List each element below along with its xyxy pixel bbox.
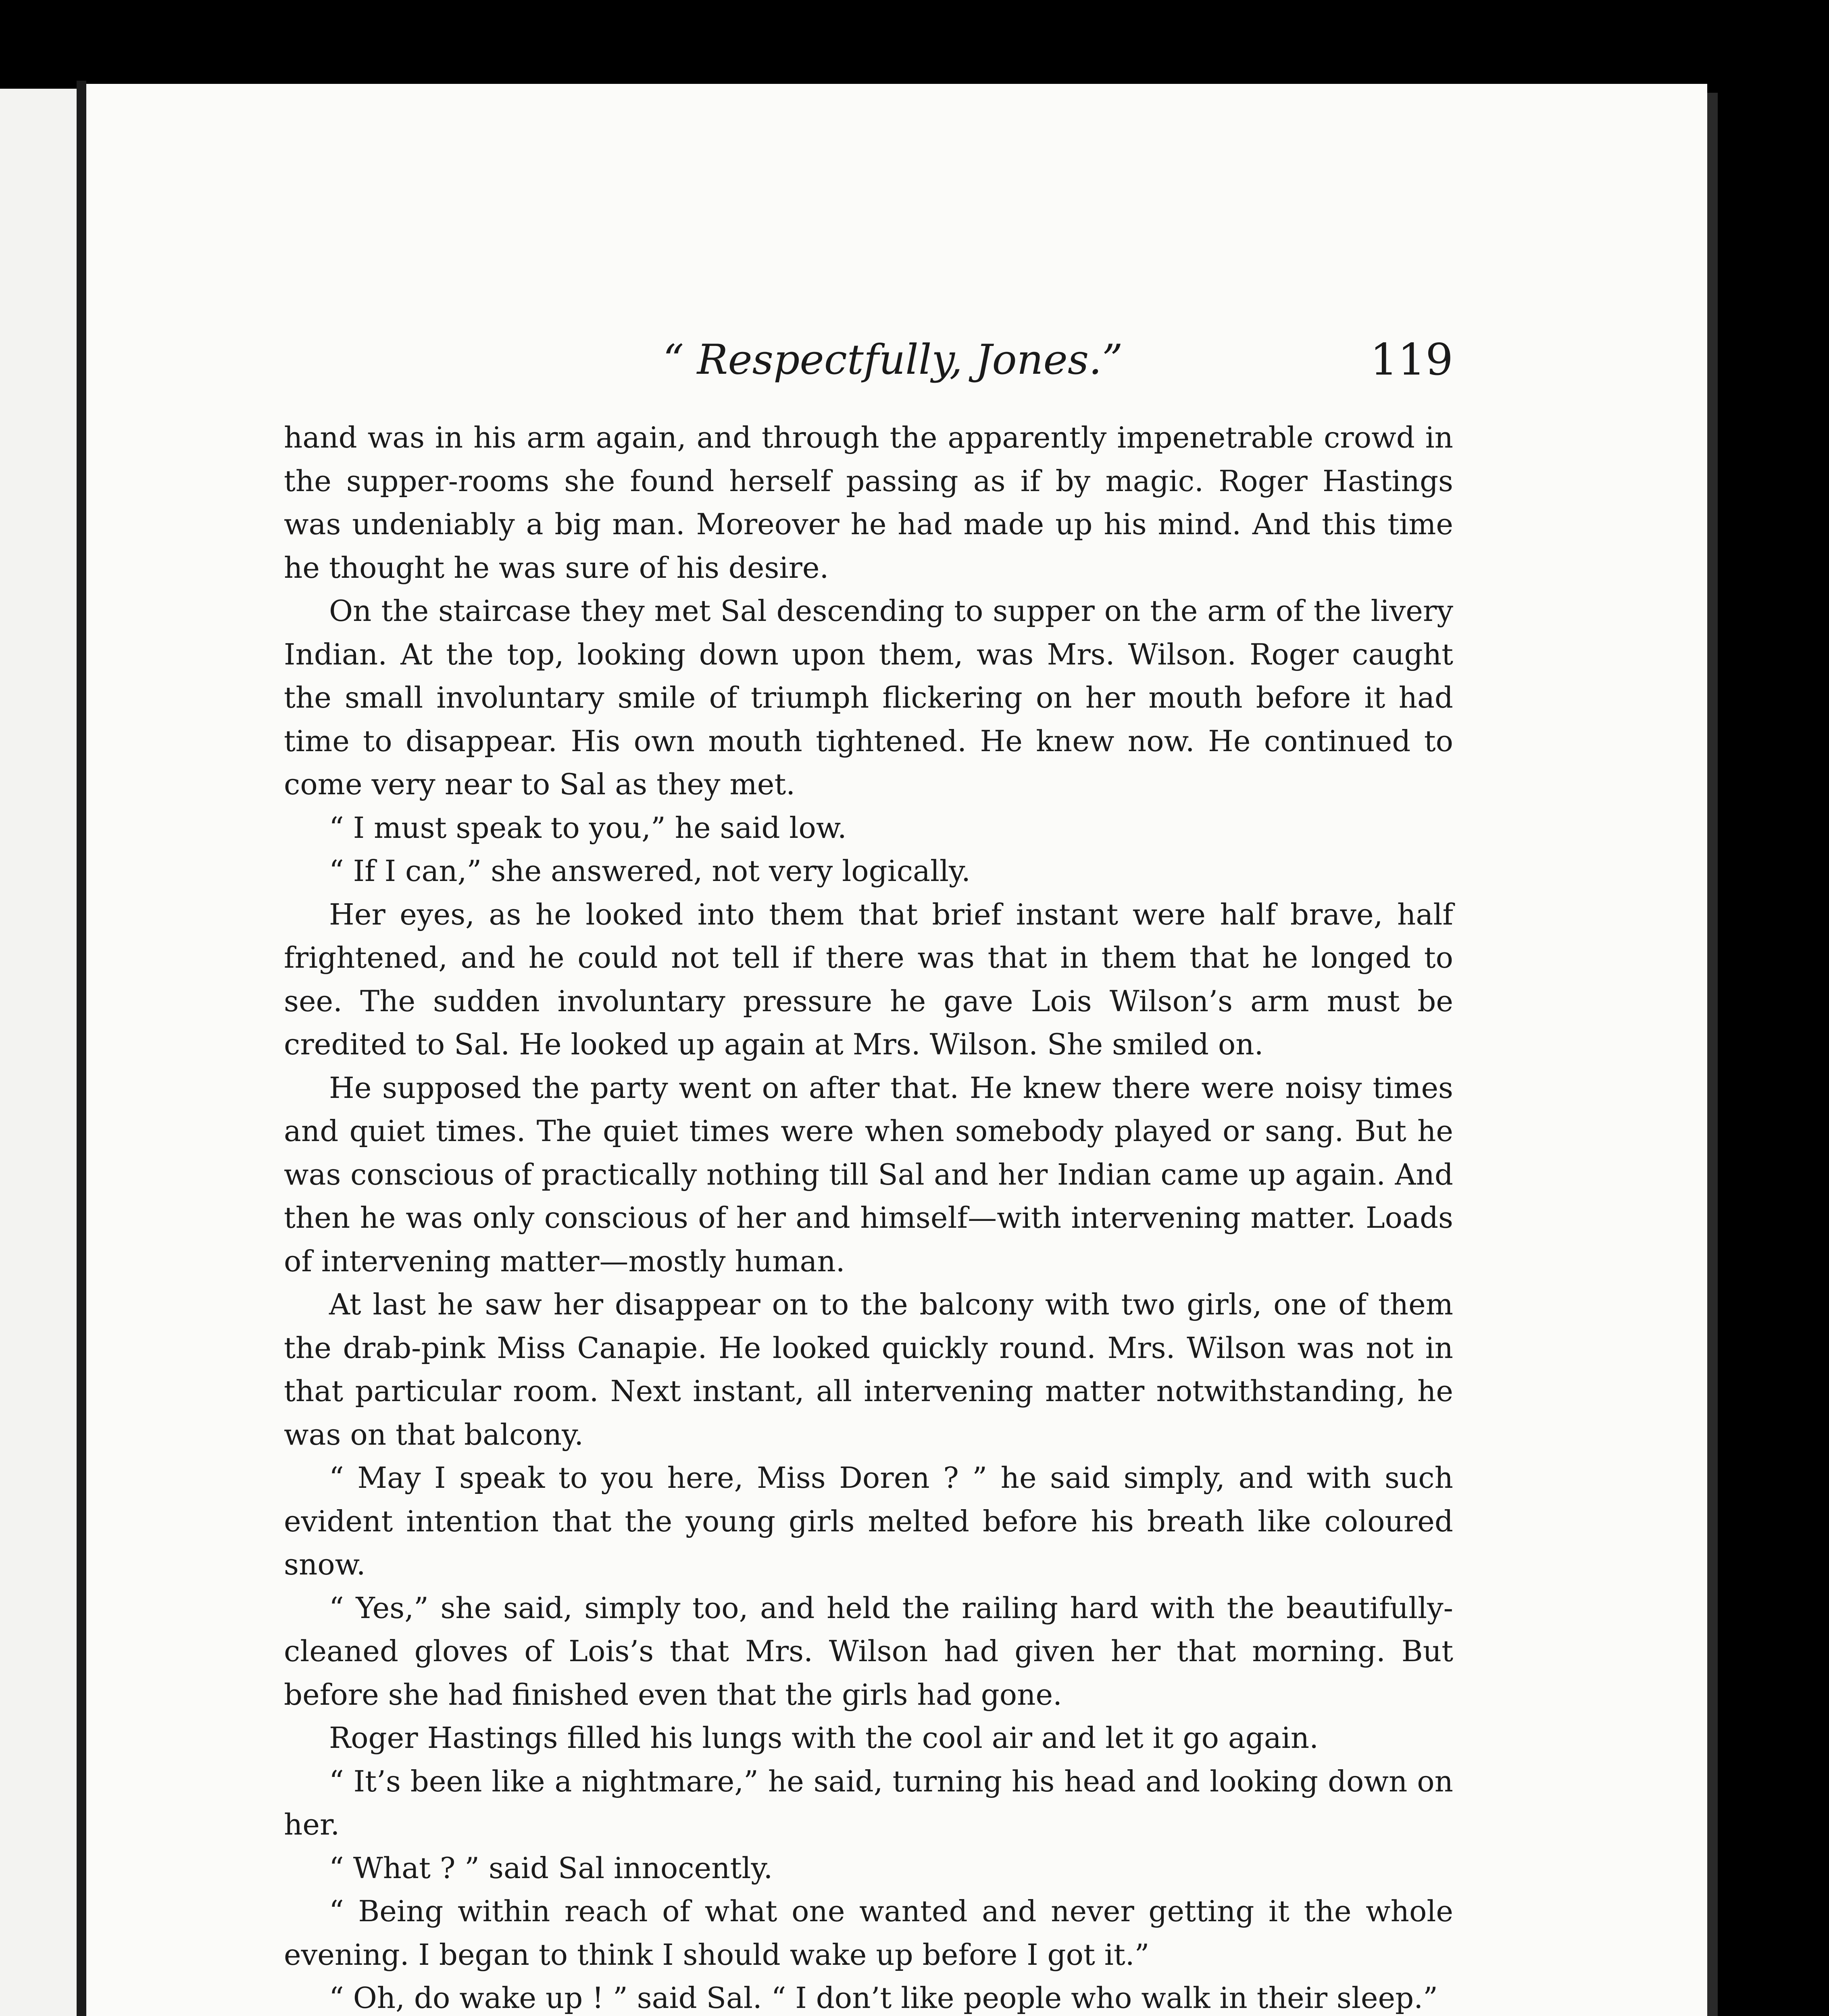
body-text (284, 416, 1453, 2016)
paragraph: At last he saw her disappear on to the balcony with two girls, one of them the drab-pink Miss Canapie. He looked quickly round. Mrs. Wilson was not in that particular room. Next instant, all intervening matter notwithstanding, he was on that balcony. (284, 1287, 1453, 1452)
paragraph: “ Oh, do wake up ! ” said Sal. “ I don’t like people who walk in their sleep.” (329, 1981, 1438, 2015)
paragraph: Roger Hastings filled his lungs with the cool air and let it go again. (329, 1721, 1319, 1755)
paragraph: hand was in his arm again, and through the apparently impenetrable crowd in the supper-rooms she found herself passing as if by magic. Roger Hastings was undeniably a big man. Moreover he had made up his mind. And this time he thought he was sure of his desire. (284, 421, 1453, 585)
paragraph: “ May I speak to you here, Miss Doren ? ” he said simply, and with such evident intention that the young girls melted before his breath like coloured snow. (284, 1461, 1453, 1581)
page-header (86, 334, 1707, 394)
left-page-edge (0, 89, 77, 2016)
page-edge-shadow (1707, 93, 1718, 2016)
book-gutter (77, 81, 86, 2016)
paragraph: “ What ? ” said Sal innocently. (329, 1851, 773, 1885)
paragraph: “ Yes,” she said, simply too, and held the railing hard with the beautifully-cleaned gloves of Lois’s that Mrs. Wilson had given her that morning. But before she had finished even that the girls had gone. (284, 1591, 1453, 1712)
paragraph: “ Being within reach of what one wanted and never getting it the whole evening. I began to think I should wake up before I got it.” (284, 1894, 1453, 1972)
paragraph: Her eyes, as he looked into them that brief instant were half brave, half frightened, and he could not tell if there was that in them that he longed to see. The sudden involuntary pressure he gave Lois Wilson’s arm must be credited to Sal. He looked up again at Mrs. Wilson. She smiled on. (284, 897, 1453, 1061)
paragraph: “ It’s been like a nightmare,” he said, turning his head and looking down on her. (284, 1764, 1453, 1841)
paragraph: He supposed the party went on after that. He knew there were noisy times and quiet times. The quiet times were when somebody played or sang. But he was conscious of practically nothing till Sal and her Indian came up again. And then he was only conscious of her and himself—with intervening matter. Loads of intervening matter—mostly human. (284, 1070, 1453, 1278)
paragraph: “ If I can,” she answered, not very logically. (329, 854, 971, 888)
book-page (86, 84, 1707, 2016)
paragraph: “ I must speak to you,” he said low. (329, 810, 847, 845)
paragraph: On the staircase they met Sal descending to supper on the arm of the livery Indian. At the top, looking down upon them, was Mrs. Wilson. Roger caught the small involuntary smile of triumph flickering on her mouth before it had time to disappear. His own mouth tightened. He knew now. He continued to come very near to Sal as they met. (284, 594, 1453, 801)
page-number: 119 (1370, 335, 1453, 385)
running-head: “ Respectfully, Jones.” (663, 336, 1123, 384)
